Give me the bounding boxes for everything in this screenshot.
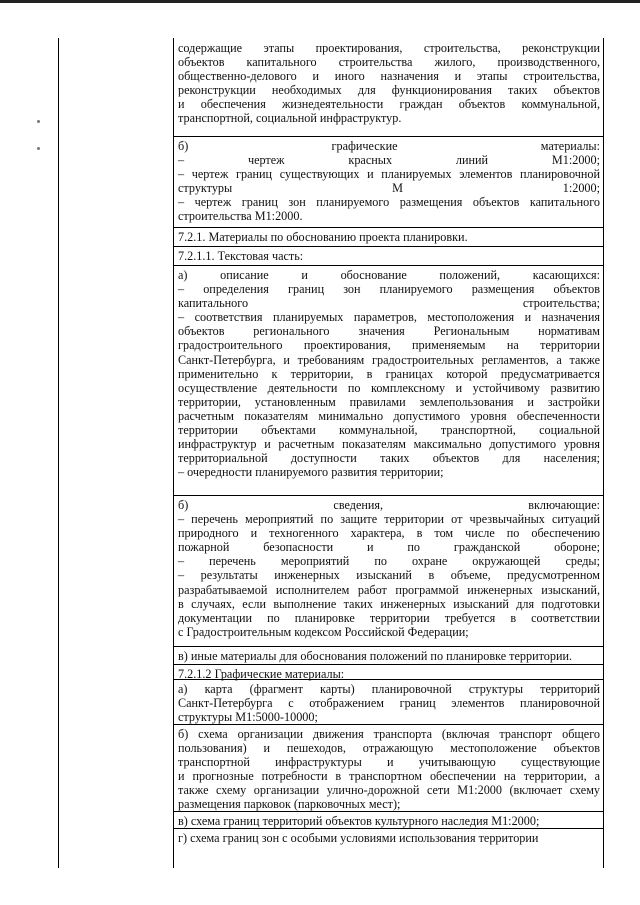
text-line: – чертеж красных линий М1:2000; [178,153,600,168]
text-line: транспортной инфраструктуры и учитывающую существующие [178,755,600,770]
text-line: б) сведения, включающие: [178,498,600,512]
text-line: градостроительного проектирования, применяемым на территории [178,338,600,353]
text-line: Санкт-Петербурга с отображением границ элементов планировочной [178,696,600,711]
text-block [178,682,600,724]
text-line: разрабатываемой исполнителем работ программой инженерных изысканий, [178,582,600,597]
row-separator [173,495,604,496]
text-line: – чертеж границ существующих и планируемых элементов планировочной [178,167,600,182]
text-block [178,249,600,263]
text-line: также схему организации улично-дорожной сети М1:2000 (включает схему [178,783,600,798]
text-line: – чертеж границ зон планируемого размещения объектов капитального [178,195,600,210]
row-separator [173,828,604,829]
text-line: структуры М1:5000-10000; [178,710,318,725]
text-line: пользования) и пешеходов, отражающую местоположение объектов [178,741,600,756]
text-line: применительно к территории, в границах которой предусматривается [178,366,600,381]
text-block [178,831,600,845]
text-block [178,41,600,126]
text-line: содержащие этапы проектирования, строительства, реконструкции [178,41,600,55]
page-top-border [0,0,640,3]
text-block [178,139,600,224]
text-line: в) иные материалы для обоснования положений по планировке территории. [178,649,573,663]
text-line: документации по планировке территории требуется в соответствии [178,610,600,625]
text-line: – соответствия планируемых параметров, местоположения и назначения [178,310,600,325]
row-separator [173,246,604,247]
text-line: в случаях, если выполнение таких инженерных изысканий для подготовки [178,596,600,611]
row-separator [173,664,604,665]
text-line: а) описание и обоснование положений, касающихся: [178,268,600,282]
scan-speck [37,147,40,150]
text-line: и обеспечения жизнедеятельности граждан объектов коммунальной, [178,97,600,112]
text-line: б) графические материалы: [178,139,600,153]
text-line: – очередности планируемого развития территории; [178,465,444,480]
text-line: природного и техногенного характера, в том числе по обеспечению [178,526,600,541]
text-line: пожарной безопасности и по гражданской обороне; [178,540,600,555]
text-line: объектов капитального строительства жилого, производственного, [178,55,600,70]
text-line: 7.2.1. Материалы по обоснованию проекта планировки. [178,230,468,244]
text-line: – определения границ зон планируемого размещения объектов [178,282,600,297]
text-block [178,814,600,828]
text-line: 7.2.1.1. Текстовая часть: [178,249,304,263]
row-separator [173,227,604,228]
text-block [178,649,600,663]
text-line: объектов регионального значения Региональным нормативам [178,324,600,339]
text-line: общественно-делового и иного назначения и этапы строительства, [178,69,600,84]
table-column-divider [173,38,174,868]
text-block [178,727,600,812]
text-line: размещения парковок (парковочных мест); [178,797,401,812]
text-line: структуры М 1:2000; [178,181,600,196]
text-line: в) схема границ территорий объектов культурного наследия М1:2000; [178,814,540,828]
text-line: – результаты инженерных изысканий в объеме, предусмотренном [178,568,600,583]
text-line: и прогнозные потребности в транспортном обеспечении на территории, а [178,769,600,784]
text-line: – перечень мероприятий по защите территории от чрезвычайных ситуаций [178,512,600,527]
text-block [178,498,600,639]
text-block [178,230,600,244]
table-border-right [603,38,604,868]
text-line: – перечень мероприятий по охране окружающей среды; [178,554,600,569]
text-line: транспортной, социальной инфраструктур. [178,111,402,126]
row-separator [173,136,604,137]
text-line: расчетным показателям минимально допустимого уровня обеспеченности [178,408,600,423]
text-line: Санкт-Петербурга, и требованиям градостроительных регламентов, а также [178,352,600,367]
text-line: территории объектами коммунальной, транспортной, социальной [178,423,600,438]
row-separator [173,265,604,266]
text-line: реконструкции необходимых для функционирования таких объектов [178,83,600,98]
text-line: инфраструктур и расчетным показателям максимально допустимого уровня [178,437,600,452]
text-line: с Градостроительным кодексом Российской Федерации; [178,624,469,639]
text-line: территориальной доступности таких объектов для населения; [178,451,600,466]
text-line: строительства М1:2000. [178,209,303,224]
text-line: территории, установленным правилами землепользования и застройки [178,394,600,409]
scan-speck [37,120,40,123]
text-line: капитального строительства; [178,296,600,311]
text-block [178,667,600,681]
table-border-left [58,38,59,868]
text-block [178,268,600,479]
text-line: 7.2.1.2 Графические материалы: [178,667,345,681]
text-line: а) карта (фрагмент карты) планировочной структуры территорий [178,682,600,696]
document-table [58,38,604,868]
text-line: г) схема границ зон с особыми условиями использования территории [178,831,539,845]
row-separator [173,646,604,647]
text-line: б) схема организации движения транспорта (включая транспорт общего [178,727,600,741]
text-line: осуществление деятельности по комплексному и устойчивому развитию [178,380,600,395]
